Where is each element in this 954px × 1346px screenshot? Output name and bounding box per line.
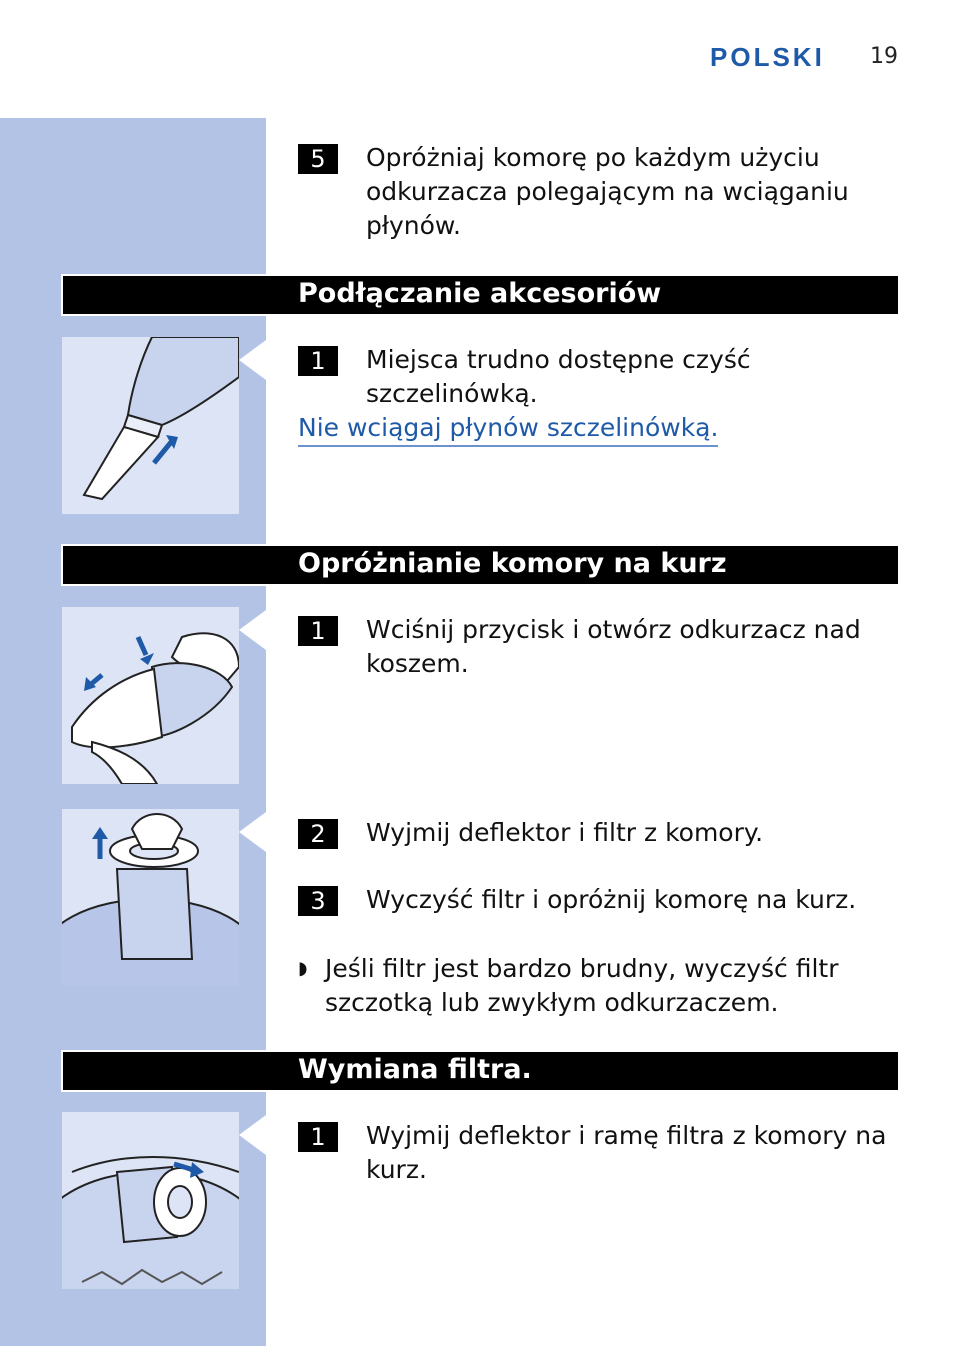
pointer-triangle: [239, 610, 266, 650]
pointer-triangle: [239, 812, 266, 852]
note-text: Nie wciągaj płynów szczelinówką.: [298, 411, 718, 447]
step-text: Wciśnij przycisk i otwórz odkurzacz nad koszem.: [366, 615, 861, 678]
section-title: Opróżnianie komory na kurz: [298, 548, 727, 579]
section-title: Wymiana filtra.: [298, 1054, 532, 1085]
step-number: 3: [298, 886, 338, 916]
step-text: Wyczyść filtr i opróżnij komorę na kurz.: [366, 885, 857, 914]
tip-text: Jeśli filtr jest bardzo brudny, wyczyść filtr szczotką lub zwykłym odkurzaczem.: [325, 954, 839, 1017]
section-header-emptying: [61, 544, 900, 586]
step-text: Opróżniaj komorę po każdym użyciu odkurzacza polegającym na wciąganiu płynów.: [366, 143, 849, 240]
illustration-crevice-tool: [62, 337, 239, 514]
language-label: POLSKI: [710, 42, 825, 72]
step-text: Miejsca trudno dostępne czyść szczelinówką.: [366, 345, 751, 408]
section-header-filter: [61, 1050, 900, 1092]
step-text: Wyjmij deflektor i ramę filtra z komory na kurz.: [366, 1121, 887, 1184]
step-number: 2: [298, 819, 338, 849]
section-title: Podłączanie akcesoriów: [298, 278, 662, 309]
section-header-accessories: [61, 274, 900, 316]
step-number: 1: [298, 1122, 338, 1152]
pointer-triangle: [239, 340, 266, 380]
illustration-open-vacuum: [62, 607, 239, 784]
pointer-triangle: [239, 1115, 266, 1155]
step-text: Wyjmij deflektor i filtr z komory.: [366, 818, 764, 847]
illustration-replace-filter: [62, 1112, 239, 1289]
illustration-remove-filter: [62, 809, 239, 986]
step-number: 1: [298, 616, 338, 646]
step-number: 5: [298, 144, 338, 174]
step-number: 1: [298, 346, 338, 376]
right-half-circle-bullet-icon: ◗: [298, 958, 308, 979]
page-number: 19: [870, 44, 898, 69]
